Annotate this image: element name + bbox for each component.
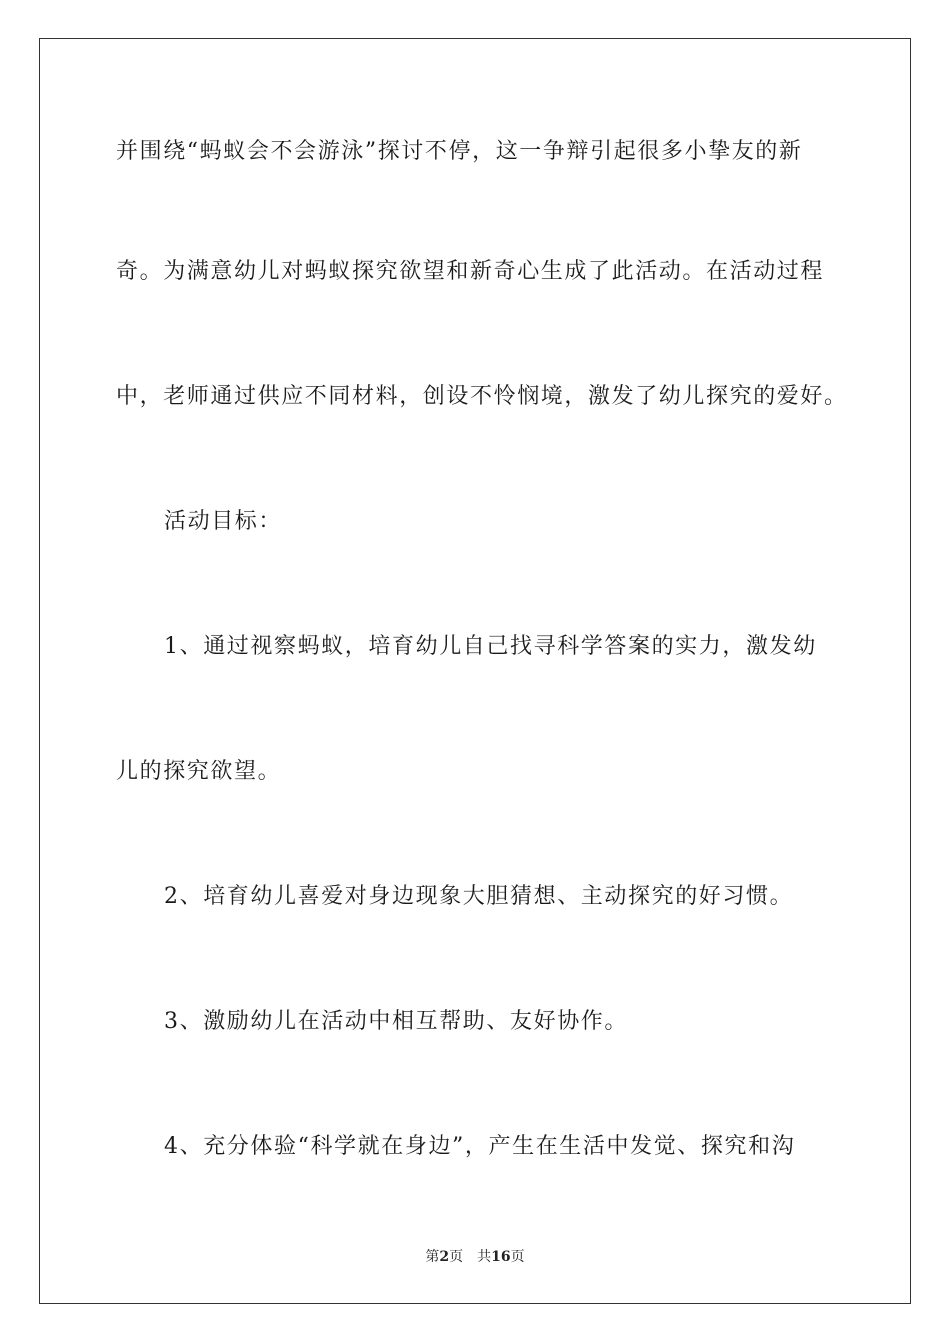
goal-item-3: 3、激励幼儿在活动中相互帮助、友好协作。 [164,1009,628,1034]
footer-total-prefix: 共 [477,1249,492,1265]
footer-total-suffix: 页 [510,1249,525,1265]
footer-total-number: 16 [491,1249,511,1265]
body-line-3: 中，老师通过供应不同材料，创设不怜悯境，激发了幼儿探究的爱好。 [116,384,848,409]
section-heading-goals: 活动目标： [164,509,283,534]
footer-page-suffix: 页 [449,1249,464,1265]
page-footer [0,1247,950,1267]
footer-page-number: 2 [439,1249,450,1265]
goal-item-2: 2、培育幼儿喜爱对身边现象大胆猜想、主动探究的好习惯。 [164,884,794,909]
goal-item-1-continued: 儿的探究欲望。 [116,759,282,784]
goal-item-1: 1、通过视察蚂蚁，培育幼儿自己找寻科学答案的实力，激发幼 [164,634,817,659]
goal-item-4: 4、充分体验“科学就在身边”，产生在生活中发觉、探究和沟 [164,1134,796,1159]
page-border [39,38,911,1304]
footer-page-prefix: 第 [425,1249,440,1265]
body-line-1: 并围绕“蚂蚁会不会游泳”探讨不停，这一争辩引起很多小挚友的新 [116,139,803,164]
body-line-2: 奇。为满意幼儿对蚂蚁探究欲望和新奇心生成了此活动。在活动过程 [116,259,825,284]
